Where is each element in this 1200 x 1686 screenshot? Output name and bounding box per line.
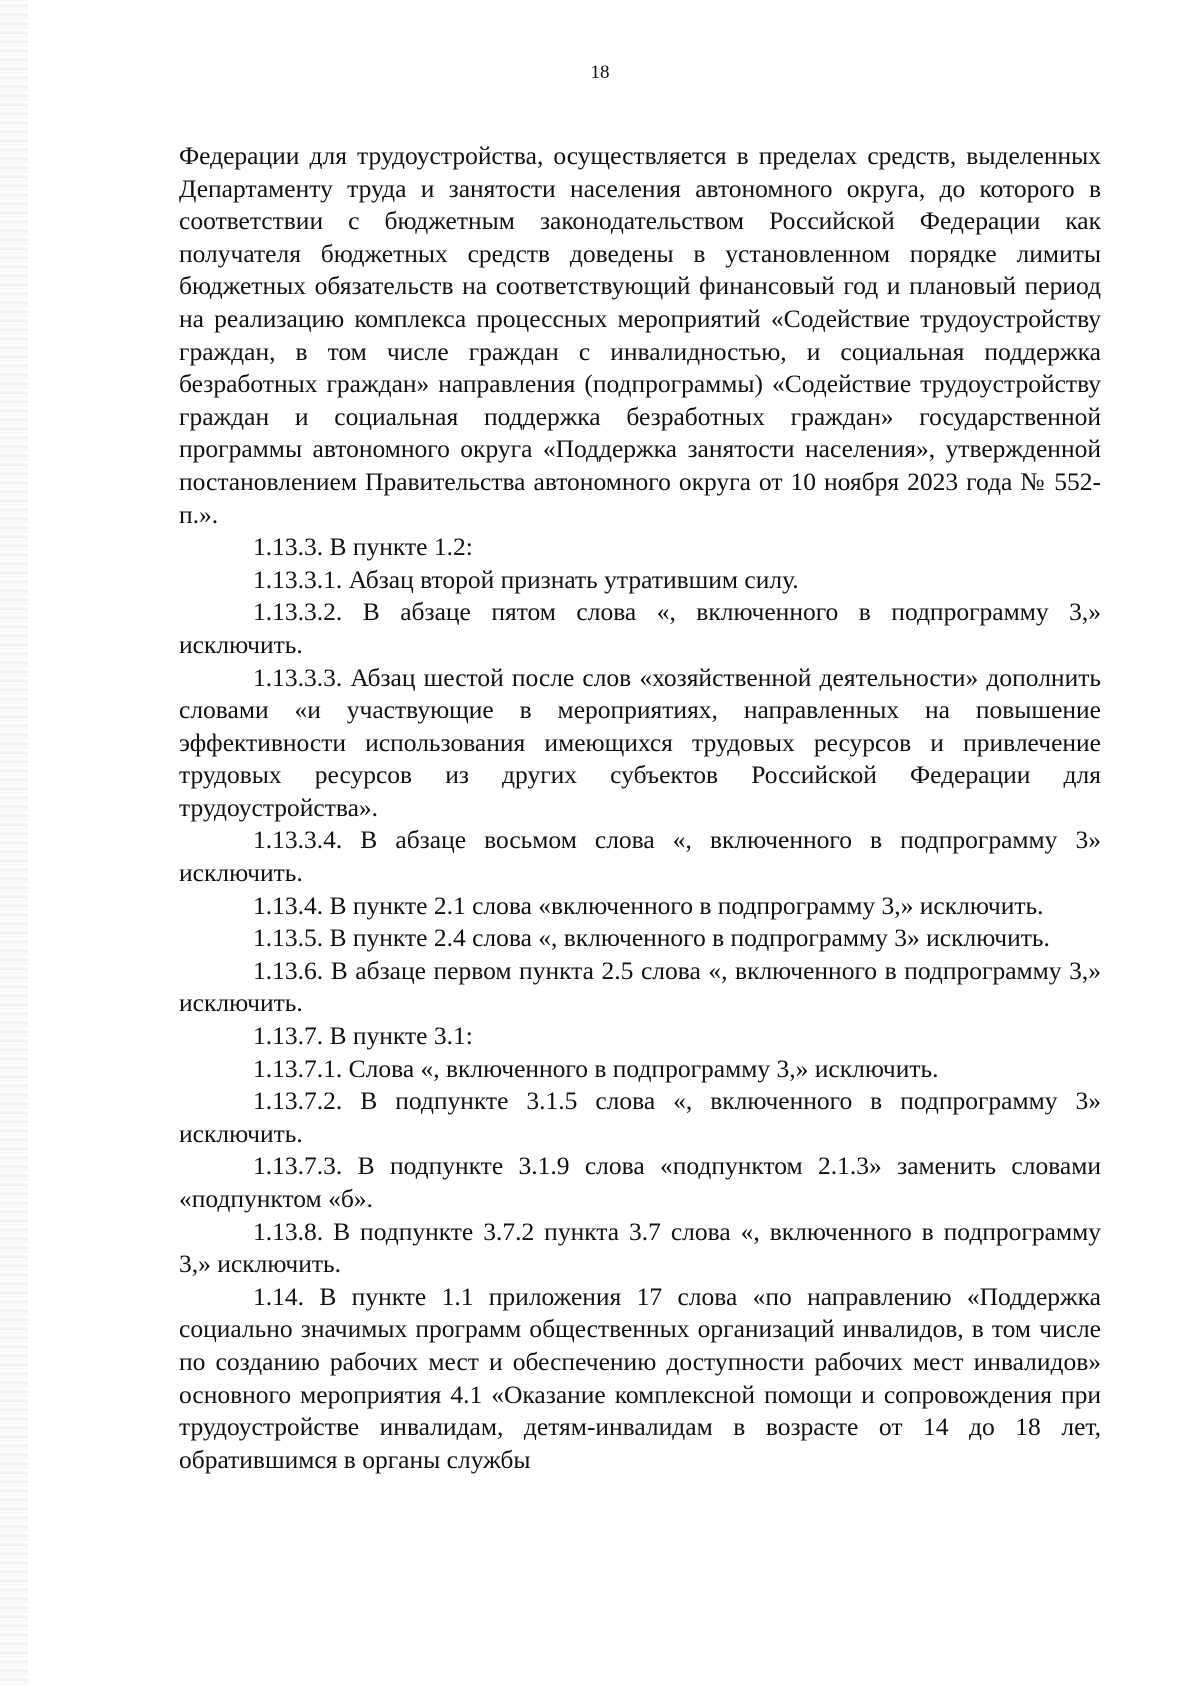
- page-number: 18: [590, 62, 610, 83]
- paragraph-1-13-4: 1.13.4. В пункте 2.1 слова «включенного в подпрограмму 3,» исключить.: [253, 890, 1044, 920]
- paragraph-1-13-7-2: 1.13.7.2. В подпункте 3.1.5 слова «, включенного в подпрограмму 3» исключить.: [179, 1086, 1101, 1148]
- paragraph-1-13-7-1: 1.13.7.1. Слова «, включенного в подпрограмму 3,» исключить.: [253, 1053, 939, 1083]
- paragraph-1-14: 1.14. В пункте 1.1 приложения 17 слова «по направлению «Поддержка социально значимых программ общественных организаций инвалидов, в том числе по созданию рабочих мест и обеспечению доступности рабочих мест инвалидов» основного мероприятия 4.1 «Оказание комплексной помощи и сопровождения при трудоустройстве инвалидам, детям-инвалидам в возрасте от 14 до 18 лет, обратившимся в органы службы: [179, 1281, 1101, 1474]
- paragraph-1-13-5: 1.13.5. В пункте 2.4 слова «, включенного в подпрограмму 3» исключить.: [253, 923, 1050, 953]
- paragraph-1-13-8: 1.13.8. В подпункте 3.7.2 пункта 3.7 слова «, включенного в подпрограмму 3,» исключить.: [179, 1216, 1101, 1279]
- paragraph-1-13-3-4: 1.13.3.4. В абзаце восьмом слова «, включенного в подпрограмму 3» исключить.: [179, 825, 1101, 888]
- document-body: [179, 140, 1101, 1476]
- paragraph-1-13-3-2: 1.13.3.2. В абзаце пятом слова «, включенного в подпрограмму 3,» исключить.: [179, 597, 1101, 659]
- paragraph-1-13-6: 1.13.6. В абзаце первом пункта 2.5 слова «, включенного в подпрограмму 3,» исключить.: [179, 955, 1101, 1018]
- paragraph-1-13-7-3: 1.13.7.3. В подпункте 3.1.9 слова «подпунктом 2.1.3» заменить словами «подпунктом «б».: [179, 1151, 1101, 1213]
- paragraph-1-13-3-3: 1.13.3.3. Абзац шестой после слов «хозяйственной деятельности» дополнить словами «и участвующие в мероприятиях, направленных на повышение эффективности использования имеющихся трудовых ресурсов и привлечение трудовых ресурсов из других субъектов Российской Федерации для трудоустройства».: [179, 662, 1101, 822]
- scan-edge-artifact: [0, 0, 28, 1686]
- paragraph-1-13-3: 1.13.3. В пункте 1.2:: [253, 532, 473, 562]
- paragraph-1-13-7: 1.13.7. В пункте 3.1:: [253, 1021, 473, 1051]
- paragraph-continuation: Федерации для трудоустройства, осуществляется в пределах средств, выделенных Департаменту труда и занятости населения автономного округа, до которого в соответствии с бюджетным законодательством Российской Федерации как получателя бюджетных средств доведены в установленном порядке лимиты бюджетных обязательств на соответствующий финансовый год и плановый период на реализацию комплекса процессных мероприятий «Содействие трудоустройству граждан, в том числе граждан с инвалидностью, и социальная поддержка безработных граждан» направления (подпрограммы) «Содействие трудоустройству граждан и социальная поддержка безработных граждан» государственной программы автономного округа «Поддержка занятости населения», утвержденной постановлением Правительства автономного округа от 10 ноября 2023 года № 552-п.».: [179, 141, 1101, 529]
- paragraph-1-13-3-1: 1.13.3.1. Абзац второй признать утратившим силу.: [253, 564, 799, 594]
